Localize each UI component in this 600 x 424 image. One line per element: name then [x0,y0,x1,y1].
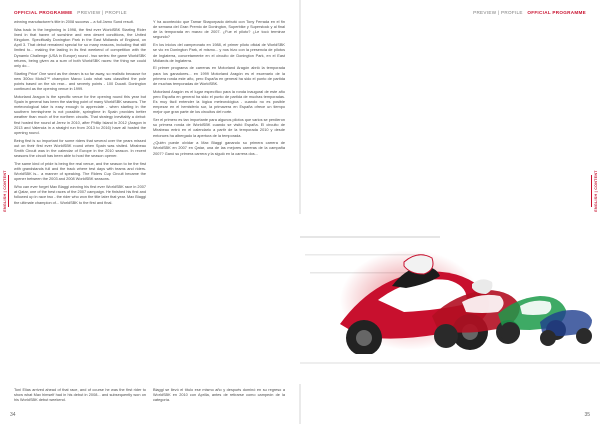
body-paragraph: Who can ever forget Max Biaggi winning his first ever WorldSBK race in 2007 at Qatar, one of the best races of the 2007 campaign. He finished his first and followed up in race two - the rider who won the title later that year. Max Biaggi the ultimate champion of... WorldSBK to the first and final. [14,185,146,205]
left-side-tab: ENGLISH | CONTENT [0,175,9,207]
right-header-section: OFFICIAL PROGRAMME [527,10,586,15]
right-side-tab: ENGLISH | CONTENT [591,175,600,207]
body-paragraph: Motorland Aragon is the specific venue for the opening round this year but Spain in general has been the starting point of many WorldSBK seasons. The meteorological take is easy enough to appreciate - when starting in the southern hemisphere is not possible, springtime in Spain provides better weather than much of the northern circuits. That strategy inevitably a debut: first hosted the round at Jerez in 2010, after Phillip Island in 2012 (Aragon in 2013 and Valencia in a straight run from 2013 to 2016) have all hosted the opening round. [14,94,146,135]
right-header-sub: PREVIEW | PROFILE [473,10,523,15]
body-paragraph: Toni Elias arrived ahead of that race, and of course he was the first rider to show what Max himself had in his debut in 2008... and subsequently won on his WorldSBK debut weekend. [14,388,146,403]
racing-motorcycles-photo [0,214,600,384]
body-paragraph: Ser el primero es tan importante para algunos pilotos que varios se perdieron su primera ronda de WorldSBK cuando se visitó España. El circuito de Mirabeau entró en el calendario a partir de la temporada 2010 y desde entonces ha albergado la apertura de la temporada. [153,118,285,138]
body-paragraph: Was back in the beginning in 1998, the first ever WorldSBK Starting Rider lined in that haven of sunshine and new desert conditions, the United Kingdom. Specifically Donington Park in the East Midlands of England, on April 3. That debut remained special for so many reasons, including that still limited to... making the lasting in its first weekend of competition with the Dynamic Challenge (USA in Europe) round - two series: the game WorldSBK returns, being given as a sum of both WorldSBK races: the thing we could only do... [14,27,146,68]
body-paragraph: Motorland Aragón es el lugar específico para la ronda inaugural de este año pero España en general ha sido el punto de partida de muchas temporadas. Es muy fácil entender la lógica meteorológica - cuando no es posible empezar en el hemisferio sur, la primavera en España ofrece un tiempo mejor que gran parte de los circuitos del norte. [153,89,285,115]
left-page-header [14,10,127,15]
body-paragraph: Starting Price' One word as the dream is so far away, so realistic because for new 300cc Moto3™ champion Marco Lodo what was classified the pole points based on the six rear... and seventy points - 100 Ducati. Donington continued as the opening venue in 1999. [14,71,146,92]
left-page-number: 34 [10,412,16,418]
body-paragraph: ¿Quién puede olvidar a Max Biaggi ganando su primera carrera de WorldSBK en 2007 en Qatar, una de las mejores carreras de la campaña 2007? Ganó su primera carrera y la siguió en la carrera dos... [153,141,285,156]
right-page-header [473,10,586,15]
body-paragraph: En los inicios del campeonato en 1988, el primer piloto oficial de WorldSBK se vio en Donington Park, el mismo... y nos hizo con la presencia de pilotos de Inglaterra, concretamente en el circuito de Donington Park, en el East Midlands de Inglaterra. [153,43,285,63]
body-paragraph: Being first is so important for some riders that several over the years missed out on their first ever WorldSBK round when Spain was visited. Mirabeau Smith Circuit was in the calendar of Europe in the 2010 season. In recent seasons the circuit has been able to host the season opener. [14,138,146,159]
body-paragraph: Biaggi se llevó el título ese mismo año y después dominó en su regreso a WorldSBK en 2010 con Aprilia, antes de retirarse como campeón de la categoría. [153,388,285,403]
body-paragraph: El primer programa de carreras en Motorland Aragón abrió la temporada para los ganadores... en 1999 Motorland Aragón es el escenario de la primera ronda este año, pero España en general ha sido el punto de partida de muchas temporadas de WorldSBK. [153,66,285,86]
right-page-number: 35 [584,412,590,418]
body-paragraph: winning manufacturer's title in 2008 success – a full Jarno Sund result. [14,20,134,24]
left-english-column [14,20,146,214]
left-header-section: OFFICIAL PROGRAMME [14,10,73,15]
body-paragraph: Y ha acontecido que Tamar Sbaporpado debutó con Tony Ferrada en el fin de semana del Gran Premio de Donington, Superbike y Superstock y al final de la temporada en marzo de 2007. ¿Fue el piloto? ¿Le tocó terminar segundo? [153,20,285,40]
body-paragraph: The same kind of pride is being the real venue, and the season to be the first with grandstands full and the track where test days with teams and riders. WorldSBK is... a manner of speaking. The Riders Cup Circuit became the opener between the 2003 and 2008 WorldSBK seasons. [14,161,146,182]
left-header-sub: PREVIEW | PROFILE [77,10,127,15]
left-spanish-column-bottom [153,388,285,414]
left-english-column-bottom [14,388,146,414]
left-spanish-column [153,20,285,214]
